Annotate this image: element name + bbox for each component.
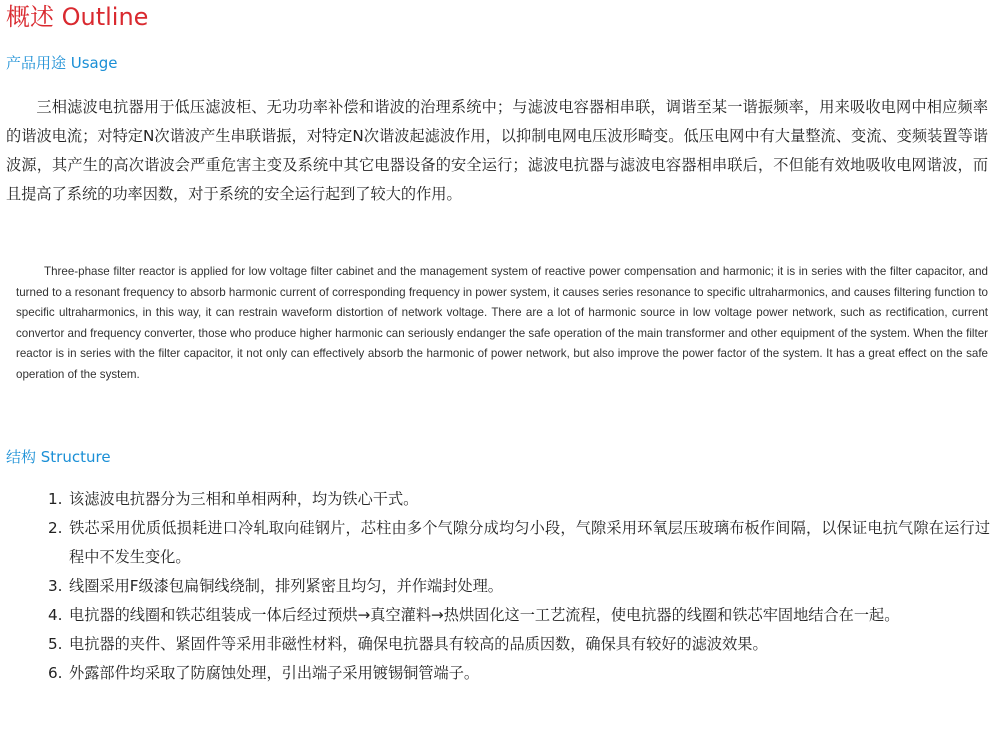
structure-item-text: 电抗器的夹件、紧固件等采用非磁性材料，确保电抗器具有较高的品质因数，确保具有较好的滤波效果。 [69,635,768,653]
structure-item [48,630,990,659]
structure-item-number: 4. [48,606,63,624]
usage-chinese-paragraph: 三相滤波电抗器用于低压滤波柜、无功功率补偿和谐波的治理系统中；与滤波电容器相串联，调谐至某一谐振频率，用来吸收电网中相应频率的谐波电流；对特定N次谐波产生串联谐振，对特定N次谐波起滤波作用，以抑制电网电压波形畸变。低压电网中有大量整流、变流、变频装置等谐波源，其产生的高次谐波会严重危害主变及系统中其它电器设备的安全运行；滤波电抗器与滤波电容器相串联后，不但能有效地吸收电网谐波，而且提高了系统的功率因数，对于系统的安全运行起到了较大的作用。 [6,98,988,203]
structure-item-text: 外露部件均采取了防腐蚀处理，引出端子采用镀锡铜管端子。 [69,664,480,682]
structure-item-text: 铁芯采用优质低损耗进口冷轧取向硅钢片，芯柱由多个气隙分成均匀小段，气隙采用环氧层压玻璃布板作间隔，以保证电抗气隙在运行过程中不发生变化。 [69,519,990,566]
structure-item-number: 6. [48,664,63,682]
usage-english-paragraph: Three-phase filter reactor is applied for low voltage filter cabinet and the management system of reactive power compensation and harmonic; it is in series with the filter capacitor, and turned to a resonant frequency to absorb harmonic current of corresponding frequency in power system, it causes series resonance to specific ultraharmonics, and causes filtering function to specific ultraharmonics, in this way, it can restrain waveform distortion of network voltage. There are a lot of harmonic source in low voltage power network, such as rectification, current convertor and frequency converter, those who produce higher harmonic can seriously endanger the safe operation of the main transformer and other equipment of the system. When the filter reactor is in series with the filter capacitor, it not only can effectively absorb the harmonic of power network, but also improve the power factor of the system. It has a great effect on the safe operation of the system. [16,265,988,381]
page-title: 概述 Outline [6,3,149,31]
structure-item-number: 1. [48,490,63,508]
structure-item-number: 3. [48,577,63,595]
structure-item [48,659,990,688]
usage-heading: 产品用途 Usage [6,54,118,72]
structure-item-text: 电抗器的线圈和铁芯组装成一体后经过预烘→真空灌料→热烘固化这一工艺流程，使电抗器的线圈和铁芯牢固地结合在一起。 [69,606,900,624]
structure-item [48,514,990,572]
structure-item-text: 该滤波电抗器分为三相和单相两种，均为铁心干式。 [69,490,419,508]
structure-heading: 结构 Structure [6,448,111,466]
structure-item-number: 2. [48,519,63,537]
structure-item [48,601,990,630]
structure-item-number: 5. [48,635,63,653]
structure-item-text: 线圈采用F级漆包扁铜线绕制，排列紧密且均匀，并作端封处理。 [69,577,503,595]
structure-item [48,572,990,601]
structure-list [48,485,990,688]
structure-item [48,485,990,514]
